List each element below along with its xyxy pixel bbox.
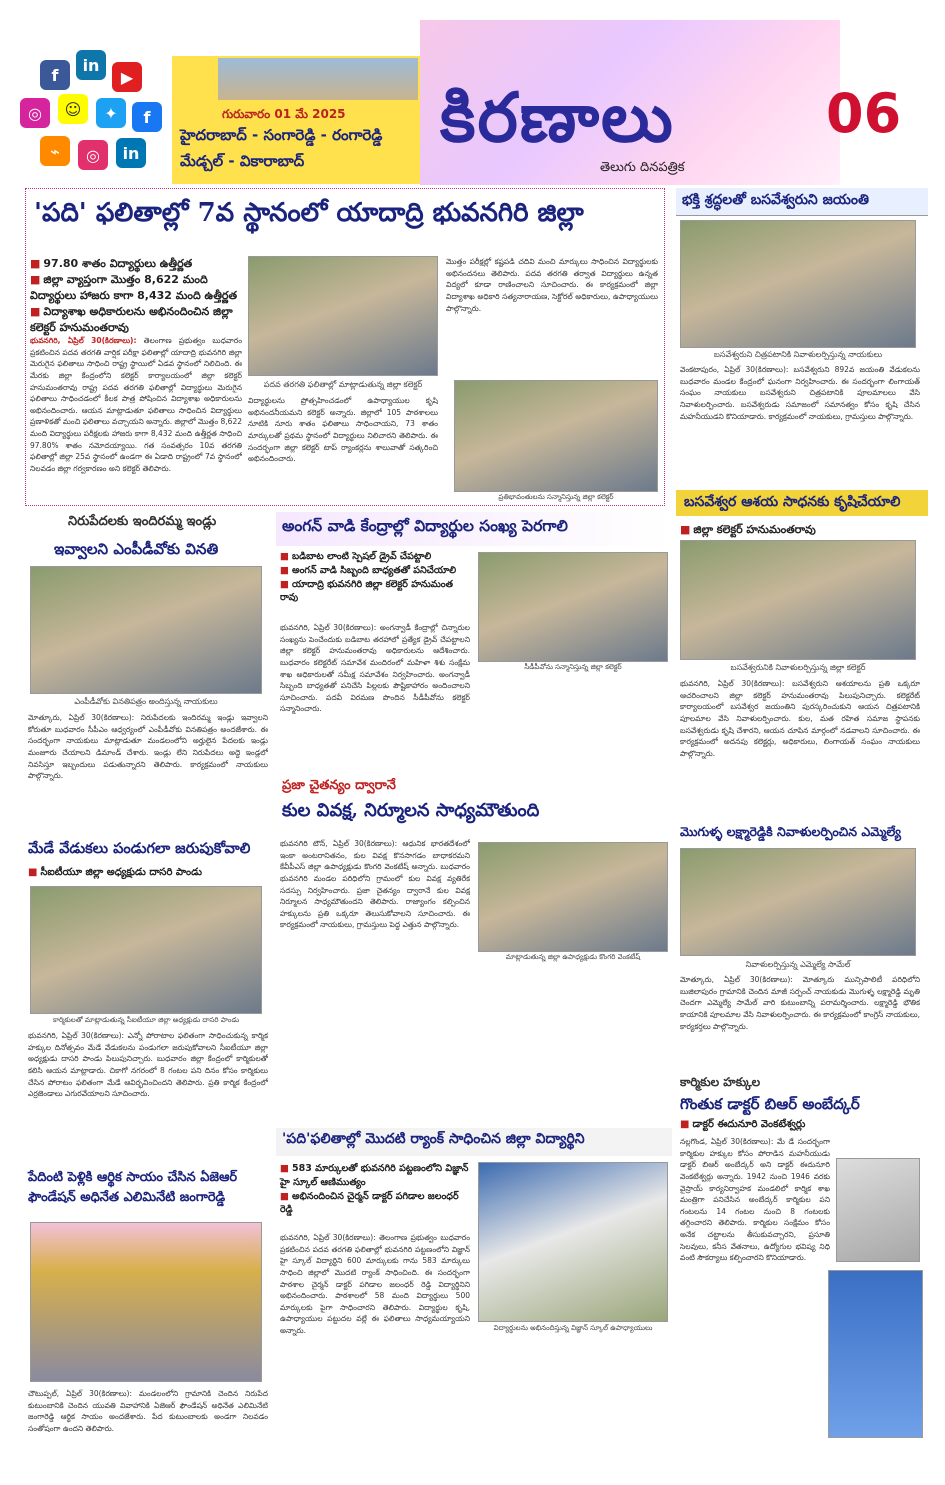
caste-headline: కుల వివక్ష, నిర్మూలన సాధ్యమౌతుంది (282, 800, 540, 821)
instagram-icon: ◎ (20, 98, 50, 128)
lead-bullet: జిల్లా వ్యాప్తంగా మొత్తం 8,622 మంది విద్యార్థులు హాజరు కాగా 8,432 మంది ఉత్తీర్ణత (30, 272, 238, 302)
cities-line-2: మేడ్చల్ - వికారాబాద్ (180, 152, 305, 170)
tagline: తెలుగు దినపత్రిక (600, 160, 685, 175)
basava-ideals-headline: బసవేశ్వర ఆశయ సాధనకు కృషిచేయాలి (676, 490, 928, 516)
ambedkar-bullet: ■ డాక్టర్ ఈదునూరి వెంకటేశ్వర్లు (680, 1119, 806, 1130)
page-number: 06 (826, 82, 902, 145)
basava-ideals-bullet-text: జిల్లా కలెక్టర్ హనుమంతరావు (693, 523, 816, 536)
linkedin-icon: in (76, 50, 106, 80)
anganwadi-bullet: యాదాద్రి భువనగిరి జిల్లా కలెక్టర్ హనుమంత రావు (280, 578, 453, 604)
anganwadi-headline: అంగన్ వాడి కేంద్రాల్లో విద్యార్థుల సంఖ్య పెరగాలి (282, 516, 568, 535)
caste-body: భువనగిరి టౌన్, ఏప్రిల్ 30(కిరణాలు): ఆధునిక భారతదేశంలో ఇంకా అంటరానితనం, కుల వివక్ష కొనసాగడం బాధాకరమని కేవీపీఎస్ జిల్లా ఉపాధ్యక్షుడు కొంగరి వెంకటేష్ అన్నారు. బుధవారం భువనగిరి మండల పరిధిలోని గ్రామంలో కుల వివక్ష వ్యతిరేక సదస్సు నిర్వహించారు. ప్రజా చైతన్యం ద్వారానే కుల వివక్ష నిర్మూలన సాధ్యమౌతుందని తెలిపారు. రాజ్యాంగం కల్పించిన హక్కులను ప్రతి ఒక్కరూ తెలుసుకోవాలని సూచించారు. ఈ కార్యక్రమంలో నాయకులు, గ్రామస్తులు పెద్ద ఎత్తున పాల్గొన్నారు. (280, 839, 470, 930)
ambedkar-body: నల్లగొండ, ఏప్రిల్ 30(కిరణాలు): మే డే సందర్భంగా కార్మికుల హక్కుల కోసం పోరాడిన మహనీయుడు డాక్టర్ బిఆర్ అంబేద్కర్ అని డాక్టర్ ఈదునూరి వెంకటేశ్వర్లు అన్నారు. 1942 నుంచి 1946 వరకు వైస్రాయ్ కార్యనిర్వాహక మండలిలో కార్మిక శాఖ మంత్రిగా పనిచేసిన అంబేద్కర్ కార్మికుల పని గంటలను 14 గంటల నుంచి 8 గంటలకు తగ్గించారని తెలిపారు. కార్మికుల సంక్షేమం కోసం అనేక చట్టాలను తీసుకువచ్చారని, ప్రసూతి సెలవులు, కనీస వేతనాలు, ఉద్యోగుల భవిష్య నిధి వంటి సౌకర్యాలు కల్పించారని కొనియాడారు. (680, 1137, 830, 1263)
twitter-icon: ✦ (96, 98, 126, 128)
instagram-icon-2: ◎ (78, 140, 108, 170)
ambedkar-headline: గొంతుక డాక్టర్ బిఆర్ అంబేద్కర్ (680, 1095, 860, 1113)
lead-dateline: భువనగిరి, ఏప్రిల్ 30(కిరణాలు): (30, 336, 137, 345)
mogulla-tribute-body: మోత్కూరు, ఏప్రిల్ 30(కిరణాలు): మోత్కూరు మున్సిపాలిటీ పరిధిలోని బుజిలాపురం గ్రామానికి చెందిన మాజీ సర్పంచ్ నాయకుడు మొగుళ్ళ లక్ష్మారెడ్డి మృతి చెందగా ఎమ్మెల్యే సామేల్ వారి కుటుంబాన్ని పరామర్శించారు. లక్ష్మారెడ్డి భౌతిక కాయానికి పూలమాల వేసి నివాళులర్పించారు. ఈ కార్యక్రమంలో కాంగ్రెస్ నాయకులు, కార్యకర్తలు పాల్గొన్నారు. (680, 975, 920, 1031)
mayday-photo (30, 886, 262, 1014)
lead-body-col3: మొత్తం పరీక్షల్లో కష్టపడి చదివి మంచి మార్కులు సాధించిన విద్యార్థులకు అభినందనలు తెలిపారు. పదవ తరగతి తర్వాత విద్యార్థులు ఉన్నత విద్యలో కూడా రాణించాలని సూచించారు. ఈ కార్యక్రమంలో జిల్లా విద్యాశాఖ అధికారి సత్యనారాయణ, సెక్టోరల్ అధికారులు, ఉపాధ్యాయులు పాల్గొన్నారు. (446, 257, 658, 313)
cities-line-1: హైదరాబాద్ - సంగారెడ్డి - రంగారెడ్డి (180, 126, 383, 144)
indiramma-caption: ఎంపీడీవోకు వినతిపత్రం అందిస్తున్న నాయకులు (74, 697, 218, 706)
mayday-headline: మేడే వేడుకలు పండుగలా జరుపుకోవాలి (28, 840, 251, 857)
lead-body (30, 335, 242, 500)
mayday-bullet-text: సీఐటీయూ జిల్లా అధ్యక్షుడు దాసరి పాండు (40, 867, 202, 878)
lead-headline: 'పది' ఫలితాల్లో 7వ స్థానంలో యాదాద్రి భువనగిరి జిల్లా (34, 198, 584, 228)
indiramma-kicker: నిరుపేదలకు ఇందిరమ్మ ఇండ్లు (68, 514, 217, 529)
lead-body-col2: విద్యార్థులను ప్రోత్సహించడంలో ఉపాధ్యాయుల కృషి అభినందనీయమని కలెక్టర్ అన్నారు. జిల్లాలో 105 పాఠశాలలు నూటికి నూరు శాతం ఫలితాలు సాధించాయని, 73 శాతం మార్కులతో ప్రథమ స్థానంలో విద్యార్థులు నిలిచారని తెలిపారు. ఈ సందర్భంగా జిల్లా కలెక్టర్ టాప్ ర్యాంకర్లను శాలువాతో సత్కరించి అభినందించారు. (248, 396, 438, 464)
first-rank-caption: విద్యార్థులను అభినందిస్తున్న విజ్ఞాన్ స్కూల్ ఉపాధ్యాయులు (493, 1324, 653, 1332)
newspaper-logo: కిరణాలు (440, 78, 675, 158)
mayday-bullet: ■ సీఐటీయూ జిల్లా అధ్యక్షుడు దాసరి పాండు (28, 867, 202, 878)
felicitation-photo (454, 380, 658, 492)
doctor-portrait (836, 1158, 920, 1262)
lead-bullets: ■ 97.80 శాతం విద్యార్థులు ఉత్తీర్ణత ■ జిల్లా వ్యాప్తంగా మొత్తం 8,622 మంది విద్యార్థులు హాజరు కాగా 8,432 మంది ఉత్తీర్ణత ■ విద్యాశాఖ అధికారులను అభినందించిన జిల్లా కలెక్టర్ హనుమంతరావు (30, 257, 238, 334)
ajr-foundation-photo (30, 1222, 262, 1382)
first-rank-headline: 'పది'ఫలితాల్లో మొదటి ర్యాంక్ సాధించిన జిల్లా విద్యార్థిని (282, 1131, 585, 1147)
basava-ideals-body: భువనగిరి, ఏప్రిల్ 30(కిరణాలు): బసవేశ్వరుని ఆశయాలను ప్రతి ఒక్కరూ ఆచరించాలని జిల్లా కలెక్టర్ హనుమంతరావు పిలుపునిచ్చారు. కలెక్టరేట్ కార్యాలయంలో బసవేశ్వర జయంతిని పురస్కరించుకుని ఆయన చిత్రపటానికి పూలమాల వేసి నివాళులర్పించారు. కుల, మత రహిత సమాజ స్థాపనకు బసవేశ్వరుడు కృషి చేశారని, ఆయన చూపిన మార్గంలో నడవాలని సూచించారు. ఈ కార్యక్రమంలో అదనపు కలెక్టర్లు, అధికారులు, లింగాయత్ సంఘం నాయకులు పాల్గొన్నారు. (680, 679, 920, 758)
facebook-icon: f (40, 60, 70, 90)
anganwadi-caption: సీడీపీవోను సన్మానిస్తున్న జిల్లా కలెక్టర్ (524, 663, 622, 671)
indiramma-photo (30, 566, 262, 694)
issue-date: గురువారం 01 మే 2025 (222, 107, 346, 121)
caste-photo (478, 842, 668, 952)
indiramma-body: మోత్కూరు, ఏప్రిల్ 30(కిరణాలు): నిరుపేదలకు ఇందిరమ్మ ఇండ్లు ఇవ్వాలని కోరుతూ బుధవారం సీపీఎం ఆధ్వర్యంలో ఎంపీడీవోకు వినతిపత్రం అందజేశారు. ఈ సందర్భంగా నాయకులు మాట్లాడుతూ మండలంలోని అర్హులైన పేదలకు ఇండ్లు మంజూరు చేయాలని డిమాండ్ చేశారు. ఇండ్లు లేని నిరుపేదలు అద్దె ఇండ్లలో నివసిస్తూ ఇబ్బందులు పడుతున్నారని తెలిపారు. కార్యక్రమంలో నాయకులు పాల్గొన్నారు. (28, 713, 268, 781)
ajr-foundation-headline: పేదింటి పెళ్లికి ఆర్థిక సాయం చేసిన ఏజెఆర్ ఫౌండేషన్ అధినేత ఎలిమినేటి జంగారెడ్డి (28, 1170, 238, 1205)
first-rank-body: భువనగిరి, ఏప్రిల్ 30(కిరణాలు): తెలంగాణ ప్రభుత్వం బుధవారం ప్రకటించిన పదవ తరగతి ఫలితాల్లో భువనగిరి పట్టణంలోని విజ్ఞాన్ హై స్కూల్ విద్యార్థిని 600 మార్కులకు గాను 583 మార్కులు సాధించి జిల్లాలో మొదటి ర్యాంక్ సాధించింది. ఈ సందర్భంగా పాఠశాల చైర్మన్ డాక్టర్ పగిడాల జలంధర్ రెడ్డి విద్యార్థినిని అభినందించారు. పాఠశాలలో 58 మంది విద్యార్థులు 500 మార్కులకు పైగా సాధించారని తెలిపారు. విద్యార్థుల కృషి, ఉపాధ్యాయుల పట్టుదల వల్లే ఈ ఫలితాలు సాధ్యమయ్యాయని అన్నారు. (280, 1233, 470, 1335)
collector-photo-caption: పదవ తరగతి ఫలితాల్లో మాట్లాడుతున్న జిల్లా కలెక్టర్ (263, 380, 423, 389)
anganwadi-photo (478, 552, 668, 662)
basava-jayanti-photo (680, 220, 916, 348)
first-rank-bullet: అభినందించిన చైర్మన్ డాక్టర్ పగిడాల జలంధర్ రెడ్డి (280, 1190, 459, 1216)
anganwadi-bullet: అంగన్ వాడి సిబ్బంది బాధ్యతతో పనిచేయాలి (291, 564, 457, 576)
lead-body-text: తెలంగాణ ప్రభుత్వం బుధవారం ప్రకటించిన పదవ తరగతి వార్షిక పరీక్షా ఫలితాల్లో యాదాద్రి భువనగిరి జిల్లా మెరుగైన ఫలితాలు సాధించి రాష్ట్ర స్థాయిలో ఏడవ స్థానంలో నిలిచింది. ఈ మేరకు జిల్లా కేంద్రంలోని కలెక్టర్ కార్యాలయంలో జిల్లా కలెక్టర్ హనుమంతరావు రాష్ట్ర పదవ తరగతి ఫలితాల్లో విద్యార్థులు మెరుగైన ఫలితాలు సాధించడంలో కీలక పాత్ర పోషించిన విద్యాశాఖ అధికారులను అభినందించారు. ఆయన మాట్లాడుతూ ఫలితాలు సాధించిన విద్యార్థులు ప్రణాళికతో మంచి ఫలితాలు వచ్చాయని అన్నారు. జిల్లాలో మొత్తం 8,622 మంది విద్యార్థులు పరీక్షలకు హాజరు కాగా 8,432 మంది ఉత్తీర్ణత సాధించి 97.80% శాతం నమోదయ్యాయి. గత సంవత్సరం 10వ తరగతి ఫలితాల్లో జిల్లా 25వ స్థానంలో ఉండగా ఈ ఏడాది రాష్ట్రంలో 7వ స్థానంలో నిలవడం జిల్లా గర్వకారణం అని కలెక్టర్ తెలిపారు. (30, 336, 242, 473)
anganwadi-bullets: ■ బడిబాట లాంటి స్పెషల్ డ్రైవ్ చేపట్టాలి ■ అంగన్ వాడి సిబ్బంది బాధ్యతతో పనిచేయాలి ■ యాదాద్రి భువనగిరి జిల్లా కలెక్టర్ హనుమంత రావు (280, 551, 457, 604)
basava-jayanti-headline: భక్తి శ్రద్ధలతో బసవేశ్వరుని జయంతి (676, 188, 928, 216)
rss-icon: ⌁ (40, 136, 70, 166)
youtube-icon: ▶ (112, 62, 142, 92)
mogulla-tribute-caption: నివాళులర్పిస్తున్న ఎమ్మెల్యే సామేల్ (745, 960, 851, 969)
mayday-caption: కార్మికులతో మాట్లాడుతున్న సీఐటీయూ జిల్లా అధ్యక్షుడు దాసరి పాండు (52, 1016, 240, 1024)
basava-jayanti-caption: బసవేశ్వరుని చిత్రపటానికి నివాళులర్పిస్తున్న నాయకులు (713, 350, 883, 359)
basava-ideals-bullet: ■ జిల్లా కలెక్టర్ హనుమంతరావు (680, 523, 816, 536)
lead-bullet: విద్యాశాఖ అధికారులను అభినందించిన జిల్లా కలెక్టర్ హనుమంతరావు (30, 304, 233, 334)
anganwadi-body: భువనగిరి, ఏప్రిల్ 30(కిరణాలు): అంగన్వాడీ కేంద్రాల్లో చిన్నారుల సంఖ్యను పెంచేందుకు బడిబాట తరహాలో ప్రత్యేక డ్రైవ్ చేపట్టాలని జిల్లా కలెక్టర్ హనుమంతరావు అధికారులను ఆదేశించారు. బుధవారం కలెక్టరేట్ సమావేశ మందిరంలో మహిళా శిశు సంక్షేమ శాఖ అధికారులతో సమీక్ష సమావేశం నిర్వహించారు. అంగన్వాడీ సిబ్బంది బాధ్యతతో పనిచేసి పిల్లలకు పౌష్టికాహారం అందించాలని సూచించారు. పదవీ విరమణ పొందిన సీడీపీవోను కలెక్టర్ సన్మానించారు. (280, 623, 470, 714)
linkedin-icon-2: in (116, 138, 146, 168)
ambedkar-portrait (828, 1270, 923, 1438)
collector-photo (248, 256, 438, 376)
mogulla-tribute-headline: మొగుళ్ళ లక్ష్మారెడ్డికి నివాళులర్పించిన ఎమ్మెల్యే (680, 824, 901, 839)
mayday-body: భువనగిరి, ఏప్రిల్ 30(కిరణాలు): ఎన్నో పోరాటాల ఫలితంగా సాధించుకున్న కార్మిక హక్కుల దినోత్సవం మేడే వేడుకలను పండుగలా జరుపుకోవాలని సీఐటీయూ జిల్లా అధ్యక్షుడు దాసరి పాండు పిలుపునిచ్చారు. బుధవారం జిల్లా కేంద్రంలో కార్మికులతో కలిసి ఆయన మాట్లాడారు. చికాగో నగరంలో 8 గంటల పని దినం కోసం కార్మికులు చేసిన పోరాటం ఫలితంగా మేడే ఆవిర్భవించిందని తెలిపారు. ప్రతి కార్మిక కేంద్రంలో ఎర్రజెండాలు ఎగురవేయాలని సూచించారు. (28, 1031, 268, 1099)
social-media-icons-graphic (20, 50, 170, 185)
caste-kicker: ప్రజా చైతన్యం ద్వారానే (282, 778, 396, 793)
first-rank-photo (478, 1162, 668, 1322)
indiramma-headline: ఇవ్వాలని ఎంపీడీవోకు వినతి (54, 540, 219, 558)
caste-caption: మాట్లాడుతున్న జిల్లా ఉపాధ్యక్షుడు కొంగరి వెంకటేష్ (505, 953, 641, 961)
snapchat-icon: ☺ (58, 94, 88, 124)
skyline-photo (218, 58, 418, 100)
ambedkar-kicker: కార్మికుల హక్కుల (680, 1075, 761, 1089)
felicitation-photo-caption: ప్రతిభావంతులను సన్మానిస్తున్న జిల్లా కలెక్టర్ (498, 493, 614, 501)
first-rank-bullet: 583 మార్కులతో భువనగిరి పట్టణంలోని విజ్ఞాన్ హై స్కూల్ ఆణిముత్యం (280, 1163, 469, 1188)
ambedkar-bullet-text: డాక్టర్ ఈదునూరి వెంకటేశ్వర్లు (692, 1119, 806, 1130)
basava-jayanti-body: వెంకటాపురం, ఏప్రిల్ 30(కిరణాలు): బసవేశ్వరుని 892వ జయంతి వేడుకలను బుధవారం మండల కేంద్రంలో ఘనంగా నిర్వహించారు. ఈ సందర్భంగా లింగాయత్ సంఘం నాయకులు బసవేశ్వరుని చిత్రపటానికి పూలమాలలు వేసి నివాళులర్పించారు. బసవేశ్వరుడు సమాజంలో సమానత్వం కోసం కృషి చేసిన మహనీయుడని కొనియాడారు. కార్యక్రమంలో నాయకులు, గ్రామస్తులు పాల్గొన్నారు. (680, 365, 920, 421)
first-rank-bullets: ■ 583 మార్కులతో భువనగిరి పట్టణంలోని విజ్ఞాన్ హై స్కూల్ ఆణిముత్యం ■ అభినందించిన చైర్మన్ డాక్టర్ పగిడాల జలంధర్ రెడ్డి (280, 1163, 469, 1216)
anganwadi-bullet: బడిబాట లాంటి స్పెషల్ డ్రైవ్ చేపట్టాలి (291, 551, 432, 562)
mogulla-tribute-photo (680, 848, 916, 956)
lead-bullet: 97.80 శాతం విద్యార్థులు ఉత్తీర్ణత (43, 257, 193, 270)
basava-ideals-photo (680, 540, 916, 660)
basava-ideals-caption: బసవేశ్వరునికి నివాళులర్పిస్తున్న జిల్లా కలెక్టర్ (730, 663, 866, 672)
first-rank-body-continued (478, 1340, 668, 1437)
facebook-icon-2: f (132, 102, 162, 132)
ajr-foundation-body: చౌటుప్పల్, ఏప్రిల్ 30(కిరణాలు): మండలంలోని గ్రామానికి చెందిన నిరుపేద కుటుంబానికి చెందిన యువతి వివాహానికి ఏజెఆర్ ఫౌండేషన్ అధినేత ఎలిమినేటి జంగారెడ్డి ఆర్థిక సాయం అందజేశారు. పేద కుటుంబాలకు అండగా నిలవడం సంతోషంగా ఉందని తెలిపారు. (28, 1389, 268, 1433)
